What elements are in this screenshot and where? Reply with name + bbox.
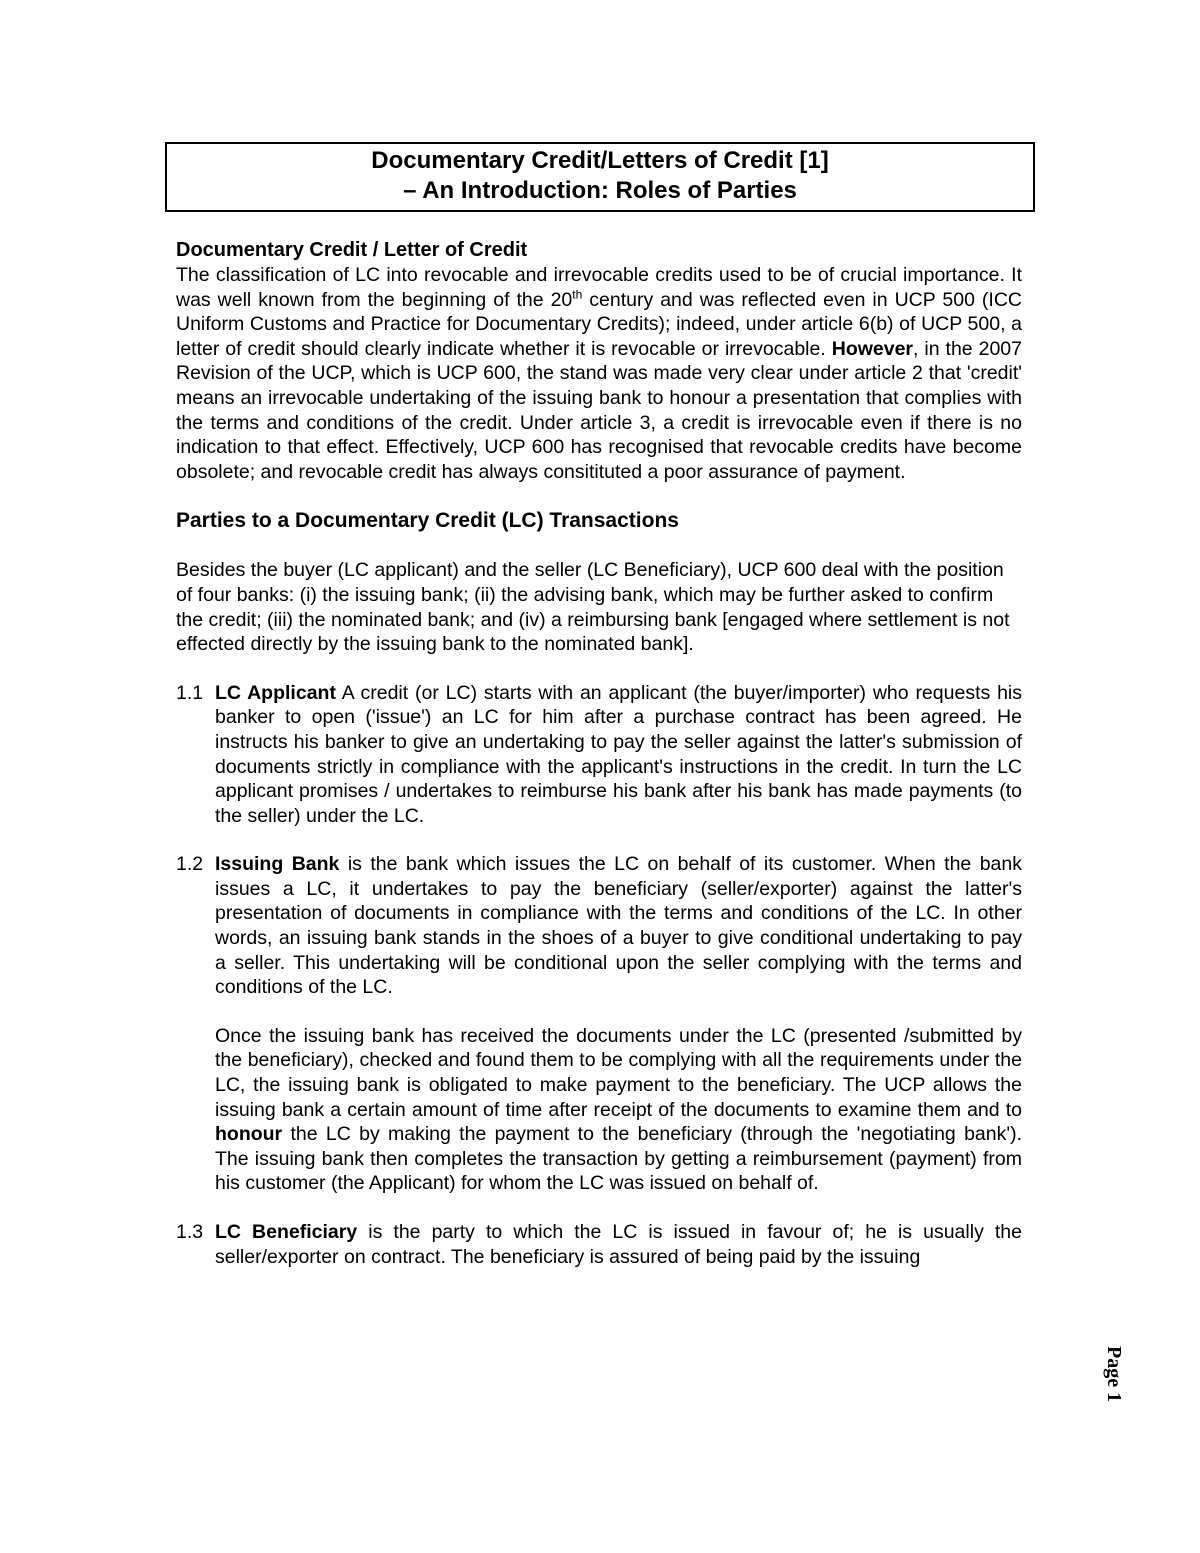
document-body xyxy=(176,238,1022,1269)
paragraph-text: century and was reflected even in UCP 500 (ICC Uniform Customs and Practice for Documentary Credits); indeed, under article 6(b) of UCP 500, a letter of credit should clearly indicate whether it is revocable or irrevocable. xyxy=(176,288,1022,360)
bold-honour: honour xyxy=(215,1123,283,1146)
section-heading-parties: Parties to a Documentary Credit (LC) Transactions xyxy=(176,509,679,533)
list-item-lc-beneficiary xyxy=(176,1220,1022,1269)
item-term: Issuing Bank xyxy=(215,853,340,876)
item-number: 1.3 xyxy=(176,1221,204,1243)
section-paragraph-classification xyxy=(176,263,1022,484)
title-box xyxy=(165,142,1035,212)
list-item-lc-applicant xyxy=(176,681,1022,829)
superscript: th xyxy=(572,287,583,302)
paragraph-text: Once the issuing bank has received the documents under the LC (presented /submitted by the beneficiary), checked and found them to be complying with all the requirements under the LC, the issuing bank is obligated to make payment to the beneficiary. The UCP allows the issuing bank a certain amount of time after receipt of the documents to examine them and to xyxy=(215,1024,1022,1121)
item-text: is the bank which issues the LC on behalf of its customer. When the bank issues a LC, it undertakes to pay the beneficiary (seller/exporter) against the latter's presentation of documents in compliance with the terms and conditions of the LC. In other words, an issuing bank stands in the shoes of a buyer to give conditional undertaking to pay a seller. This undertaking will be conditional upon the seller complying with the terms and conditions of the LC. xyxy=(215,853,1022,999)
section-heading-documentary-credit: Documentary Credit / Letter of Credit xyxy=(176,239,528,261)
page-number-footer xyxy=(1100,1346,1126,1408)
item-number: 1.2 xyxy=(176,853,204,876)
paragraph-text: , in the 2007 Revision of the UCP, which is UCP 600, the stand was made very clear under article 2 that 'credit' means an irrevocable undertaking of the issuing bank to honour a presentation that complies with the terms and conditions of the credit. Under article 3, a credit is irrevocable even if there is no indication to that effect. Effectively, UCP 600 has recognised that revocable credits have become obsolete; and revocable credit has always consitituted a poor assurance of payment. xyxy=(176,337,1022,483)
item-number: 1.1 xyxy=(176,681,204,704)
item-paragraph-2 xyxy=(215,1024,1022,1196)
paragraph-text: The classification of LC into revocable and irrevocable credits used to be of crucial importance. It was well known from the beginning of the 20 xyxy=(176,264,1022,311)
title-line-1: Documentary Credit/Letters of Credit [1] xyxy=(371,147,829,174)
page-number: Page 1 xyxy=(1103,1346,1125,1403)
list-item-issuing-bank xyxy=(176,852,1022,1196)
item-term: LC Applicant xyxy=(215,681,336,704)
bold-however: However xyxy=(831,337,914,360)
item-term: LC Beneficiary xyxy=(215,1221,358,1243)
paragraph-text: the LC by making the payment to the beneficiary (through the 'negotiating bank'). The issuing bank then completes the transaction by getting a reimbursement (payment) from his customer (the Applicant) for whom the LC was issued on behalf of. xyxy=(215,1123,1022,1195)
section-paragraph-parties-intro: Besides the buyer (LC applicant) and the seller (LC Beneficiary), UCP 600 deal with the position of four banks: (i) the issuing bank; (ii) the advising bank, which may be further asked to confirm the credit; (iii) the nominated bank; and (iv) a reimbursing bank [engaged where settlement is not effected directly by the issuing bank to the nominated bank]. xyxy=(176,559,1010,656)
title-line-2: – An Introduction: Roles of Parties xyxy=(403,177,797,204)
item-text: A credit (or LC) starts with an applicant (the buyer/importer) who requests his banker to open ('issue') an LC for him after a purchase contract has been agreed. He instructs his banker to give an undertaking to pay the seller against the latter's submission of documents strictly in compliance with the applicant's instructions in the credit. In turn the LC applicant promises / undertakes to reimburse his bank after his bank has made payments (to the seller) under the LC. xyxy=(215,681,1022,827)
item-text: is the party to which the LC is issued in favour of; he is usually the seller/exporter on contract. The beneficiary is assured of being paid by the issuing xyxy=(215,1221,1022,1268)
